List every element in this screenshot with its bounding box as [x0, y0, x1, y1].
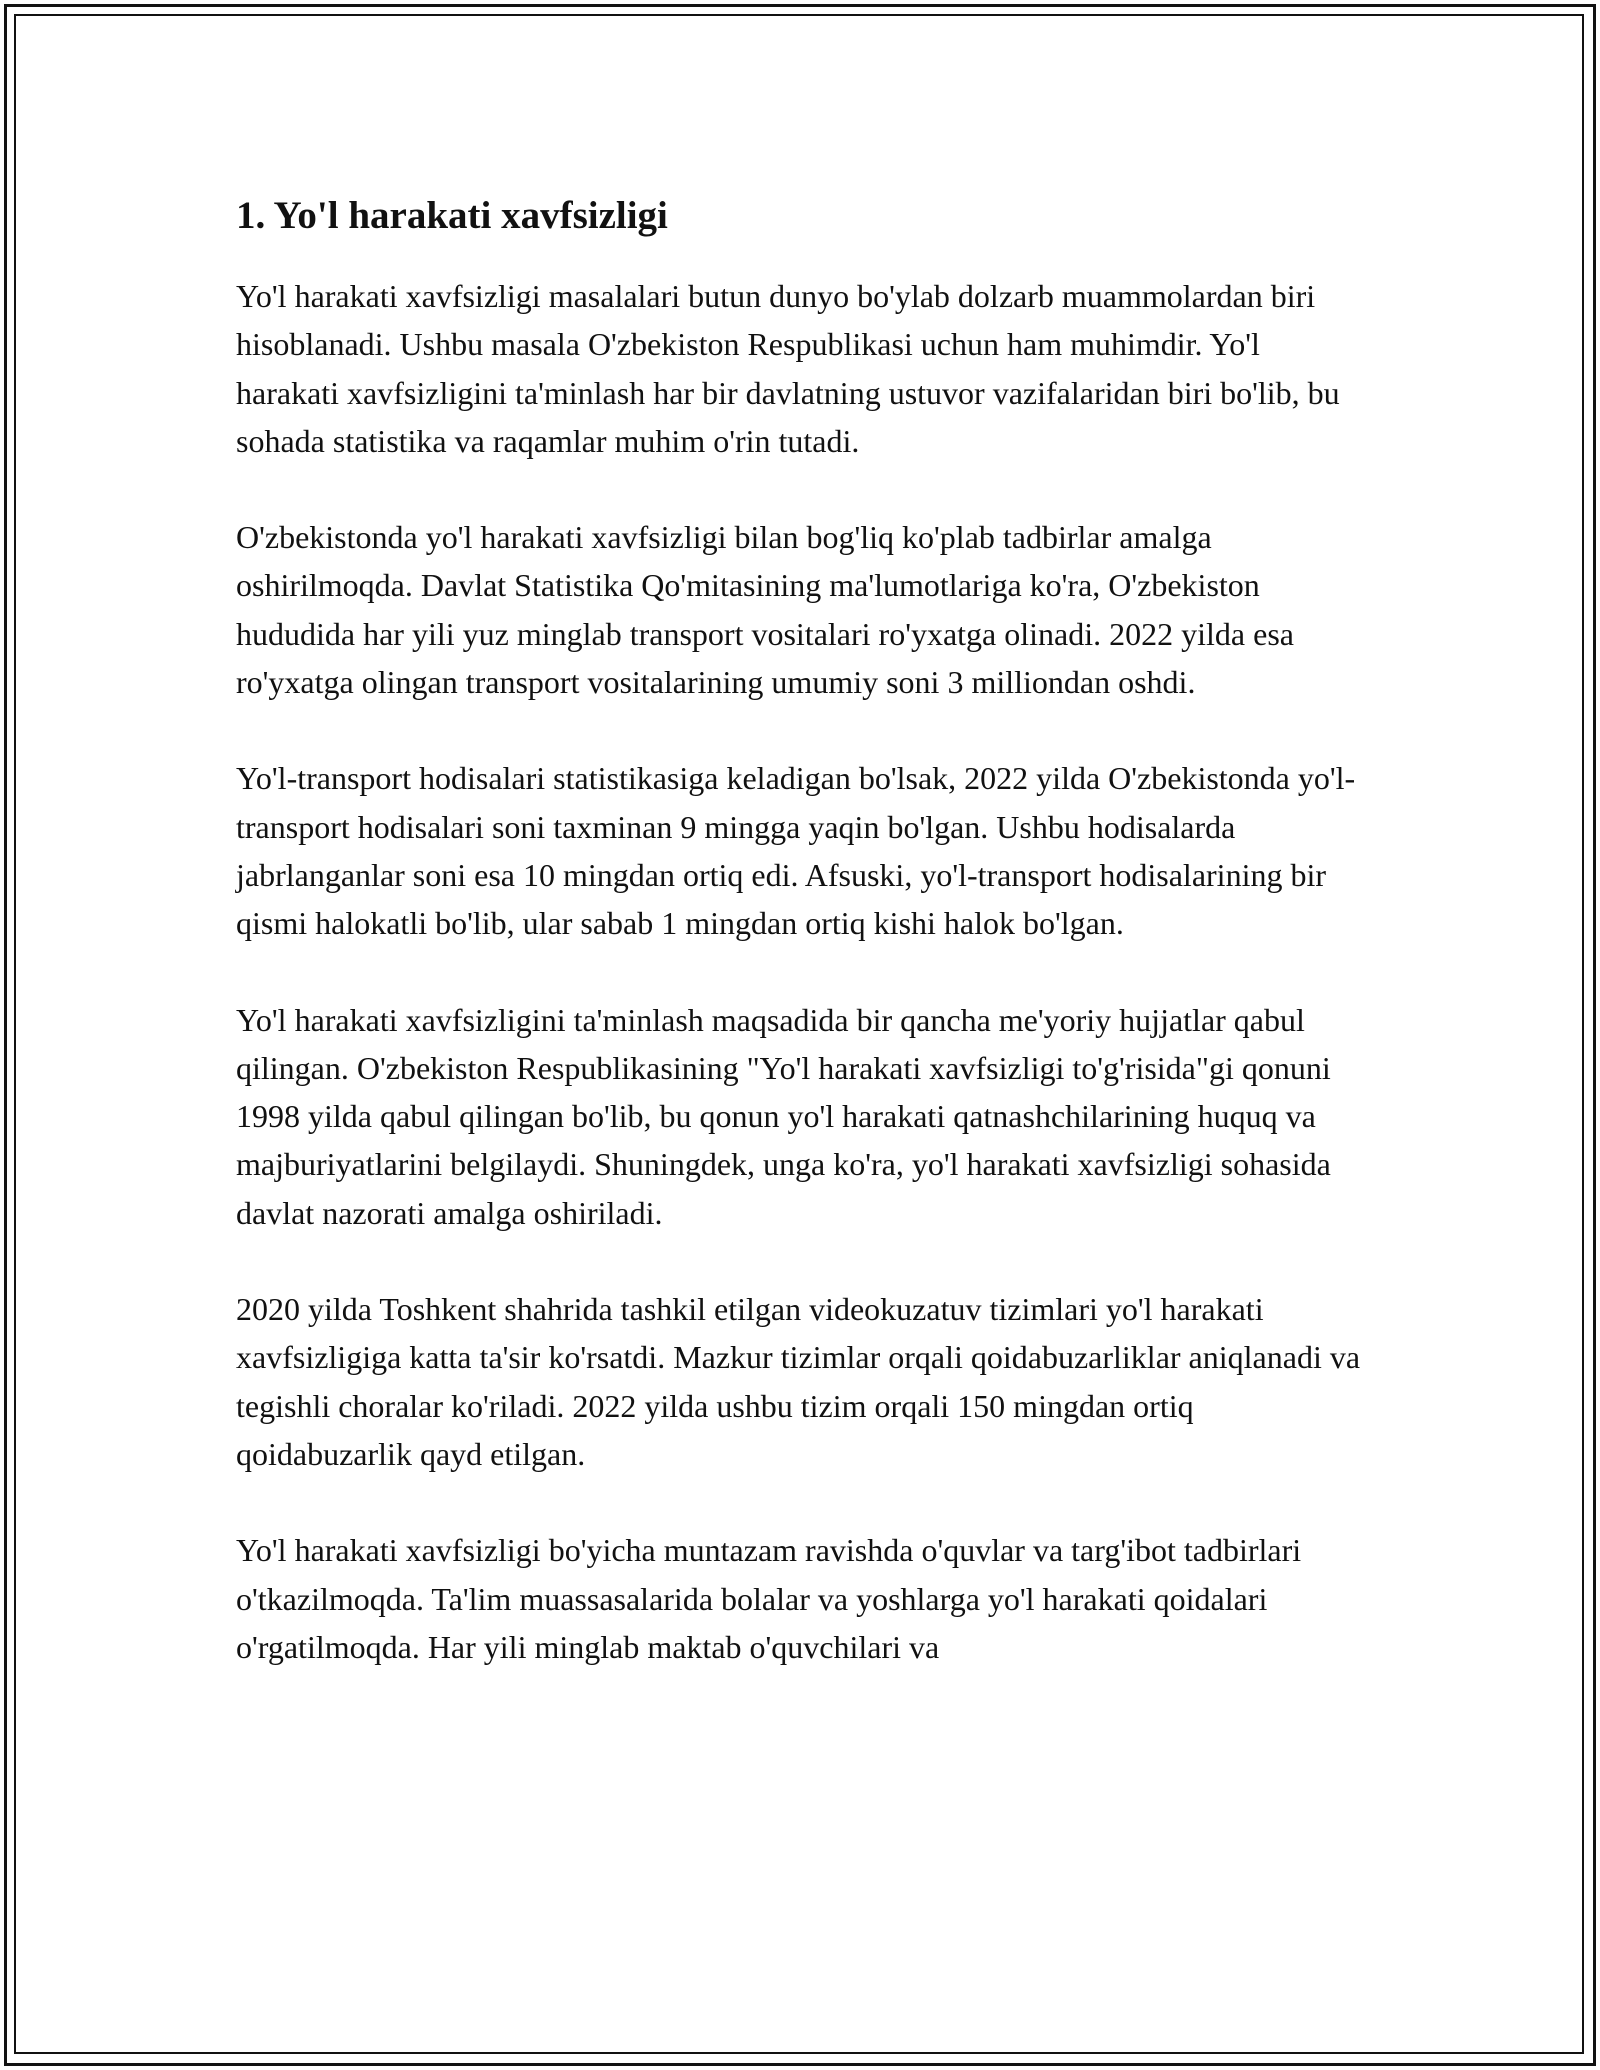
paragraph-education: Yo'l harakati xavfsizligi bo'yicha muntazam ravishda o'quvlar va targ'ibot tadbirlari o'tkazilmoqda. Ta'lim muassasalarida bolalar va yoshlarga yo'l harakati qoidalari o'rgatilmoqda. Har yili minglab maktab o'quvchilari va	[236, 1532, 1302, 1665]
paragraph-intro: Yo'l harakati xavfsizligi masalalari butun dunyo bo'ylab dolzarb muammolardan biri hisoblanadi. Ushbu masala O'zbekiston Respublikasi uchun ham muhimdir. Yo'l harakati xavfsizligini ta'minlash har bir davlatning ustuvor vazifalaridan biri bo'lib, bu sohada statistika va raqamlar muhim o'rin tutadi.	[236, 278, 1340, 459]
paragraph-video-surveillance: 2020 yilda Toshkent shahrida tashkil etilgan videokuzatuv tizimlari yo'l harakati xavfsizligiga katta ta'sir ko'rsatdi. Mazkur tizimlar orqali qoidabuzarliklar aniqlanadi va tegishli choralar ko'riladi. 2022 yilda ushbu tizim orqali 150 mingdan ortiq qoidabuzarlik qayd etilgan.	[236, 1291, 1361, 1472]
paragraph-accident-statistics: Yo'l-transport hodisalari statistikasiga keladigan bo'lsak, 2022 yilda O'zbekistonda yo'l-transport hodisalari soni taxminan 9 mingga yaqin bo'lgan. Ushbu hodisalarda jabrlanganlar soni esa 10 mingdan ortiq edi. Afsuski, yo'l-transport hodisalarining bir qismi halokatli bo'lib, ular sabab 1 mingdan ortiq kishi halok bo'lgan.	[236, 760, 1356, 942]
paragraph-vehicle-registration: O'zbekistonda yo'l harakati xavfsizligi bilan bog'liq ko'plab tadbirlar amalga oshirilmoqda. Davlat Statistika Qo'mitasining ma'lumotlariga ko'ra, O'zbekiston hududida har yili yuz minglab transport vositalari ro'yxatga olinadi. 2022 yilda esa ro'yxatga olingan transport vositalarining umumiy soni 3 milliondan oshdi.	[236, 519, 1294, 701]
paragraph-legislation: Yo'l harakati xavfsizligini ta'minlash maqsadida bir qancha me'yoriy hujjatlar qabul qilingan. O'zbekiston Respublikasining "Yo'l harakati xavfsizligi to'g'risida"gi qonuni 1998 yilda qabul qilingan bo'lib, bu qonun yo'l harakati qatnashchilarining huquq va majburiyatlarini belgilaydi. Shuningdek, unga ko'ra, yo'l harakati xavfsizligi sohasida davlat nazorati amalga oshiriladi.	[236, 1001, 1331, 1231]
section-heading: 1. Yo'l harakati xavfsizligi	[236, 194, 668, 237]
document-body	[236, 188, 1366, 1719]
